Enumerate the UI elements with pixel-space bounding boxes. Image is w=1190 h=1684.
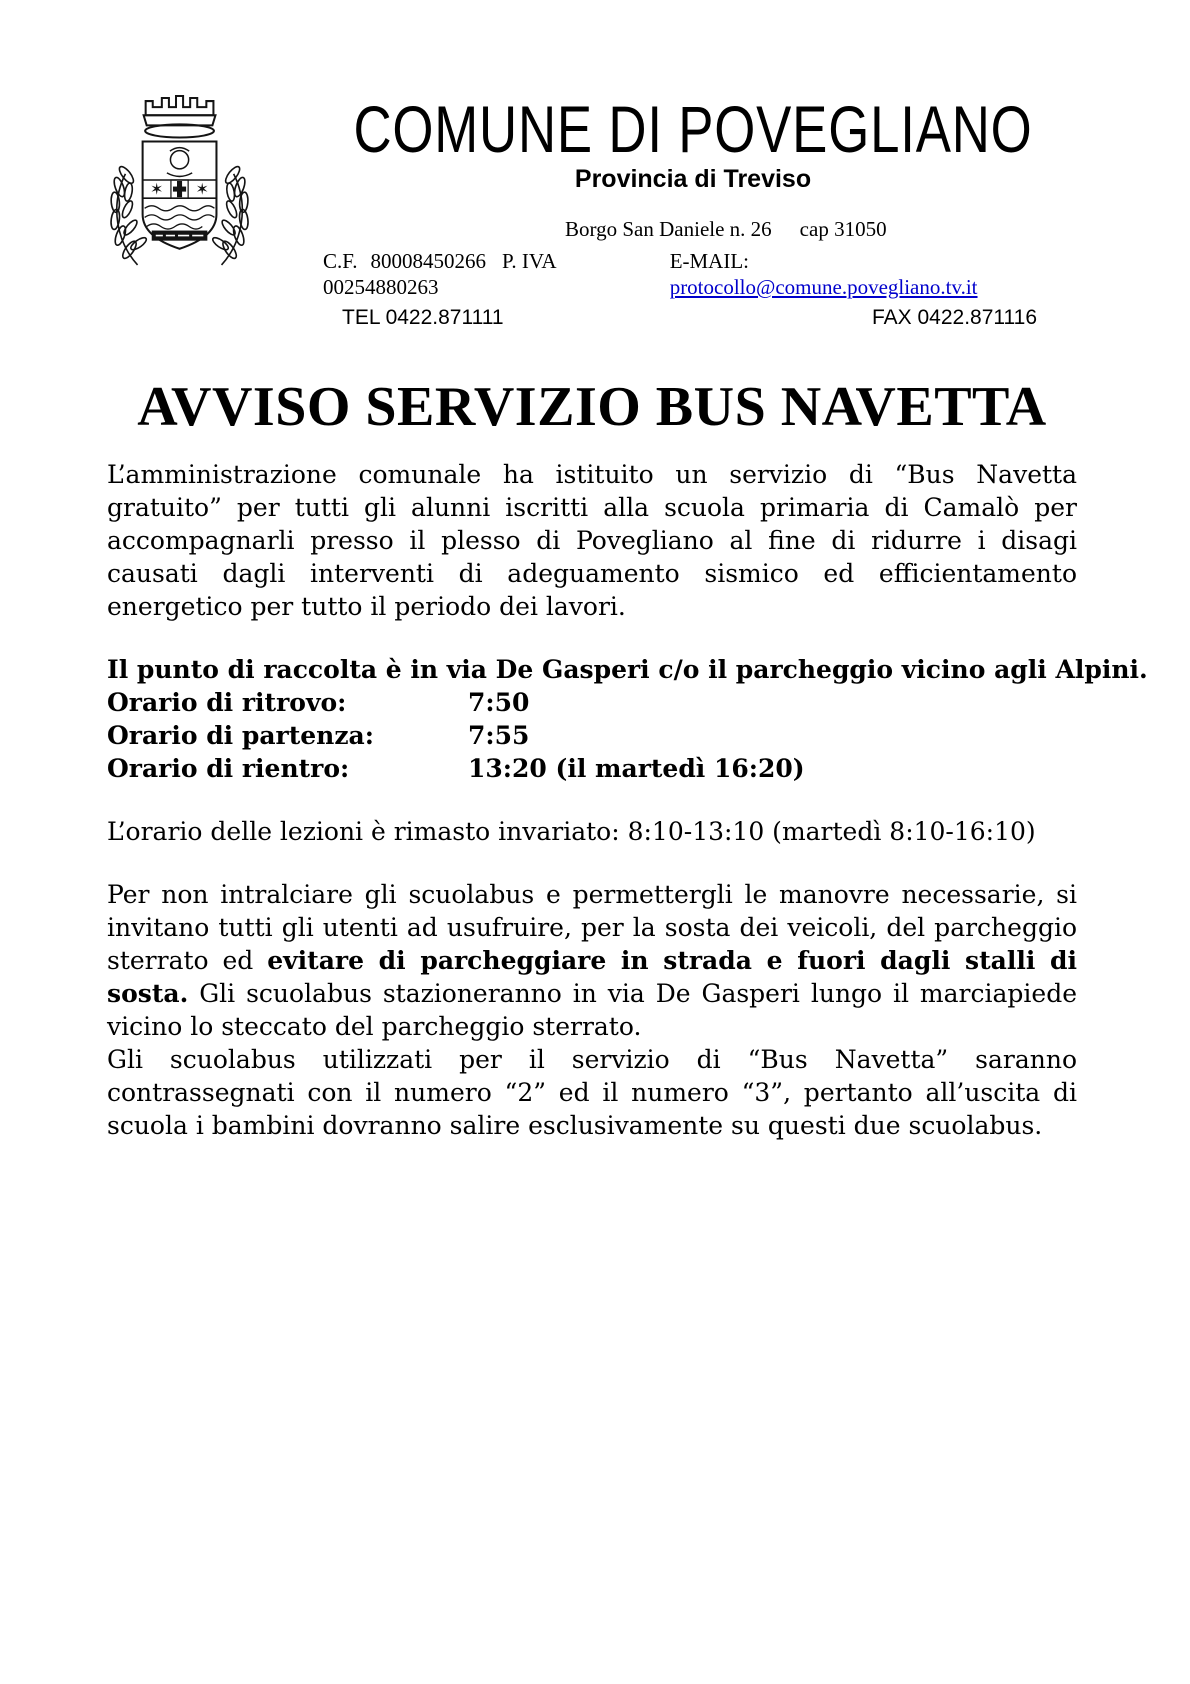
schedule-time: 7:50 [468, 688, 530, 717]
schedule-label: Orario di ritrovo: [107, 688, 347, 717]
piva-value: P. IVA 00254880263 [323, 249, 556, 299]
address-cap: cap 31050 [799, 217, 887, 241]
tel-number: TEL 0422.871111 [342, 306, 504, 329]
address-line [565, 217, 1190, 241]
intro-paragraph: L’amministrazione comunale ha istituito un servizio di “Bus Navetta gratuito” per tutti gli alunni iscritti alla scuola primaria di Camalò per accompagnarli presso il plesso di Povegliano al fine di ridurre i disagi causati dagli interventi di adeguamento sismico ed efficientamento energetico per tutto il periodo dei lavori. [107, 460, 1077, 621]
schedule-row-partenza [107, 719, 1077, 752]
parking-text-1: Per non intralciare gli scuolabus e permettergli le manovre necessarie, si invitano tutti gli utenti ad usufruire, per la sosta dei veicoli, del parcheggio sterrato ed [107, 880, 1077, 975]
lessons-line: L’orario delle lezioni è rimasto invariato: 8:10-13:10 (martedì 8:10-16:10) [107, 817, 1036, 846]
bus-numbers-paragraph: Gli scuolabus utilizzati per il servizio di “Bus Navetta” saranno contrassegnati con il numero “2” ed il numero “3”, pertanto all’uscita di scuola i bambini dovranno salire esclusivamente su questi due scuolabus. [107, 1045, 1077, 1140]
schedule-row-ritrovo [107, 686, 1077, 719]
schedule-label: Orario di partenza: [107, 721, 374, 750]
codes-email-row [323, 248, 1055, 300]
notice-body [107, 376, 1148, 1142]
address-street: Borgo San Daniele n. 26 [565, 217, 772, 241]
svg-text:✶: ✶ [195, 181, 210, 199]
coat-of-arms [95, 95, 257, 269]
schedule-row-rientro [107, 752, 1077, 785]
parking-text-2: Gli scuolabus stazioneranno in via De Gasperi lungo il marciapiede vicino lo steccato del parcheggio sterrato. [107, 979, 1077, 1041]
commune-name: COMUNE DI POVEGLIANO [353, 92, 1033, 166]
pickup-line: Il punto di raccolta è in via De Gasperi c/o il parcheggio vicino agli Alpini. [107, 655, 1148, 684]
svg-text:✶: ✶ [149, 181, 164, 199]
email-label: E-MAIL: [669, 249, 750, 273]
fiscal-codes [323, 248, 670, 300]
province-subtitle: Provincia di Treviso [574, 165, 812, 193]
schedule-time: 7:55 [468, 721, 530, 750]
tel-fax-row [342, 306, 1037, 330]
parking-paragraph [107, 878, 1077, 1043]
cf-value: 80008450266 [370, 249, 487, 273]
email-link[interactable]: protocollo@comune.povegliano.tv.it [669, 275, 978, 299]
cf-label: C.F. [323, 249, 358, 273]
parking-bold-warning: evitare di parcheggiare in strada e fuori dagli stalli di sosta. [107, 946, 1077, 1008]
povegliano-crest-icon [95, 95, 257, 269]
schedule-label: Orario di rientro: [107, 754, 350, 783]
pickup-schedule-block [107, 653, 1148, 785]
letterhead [0, 0, 1190, 330]
email-row [670, 248, 1055, 300]
schedule-time: 13:20 (il martedì 16:20) [468, 754, 805, 783]
fax-number: FAX 0422.871116 [871, 306, 1037, 329]
notice-title: AVVISO SERVIZIO BUS NAVETTA [137, 376, 1047, 438]
letterhead-titles [196, 92, 1190, 193]
